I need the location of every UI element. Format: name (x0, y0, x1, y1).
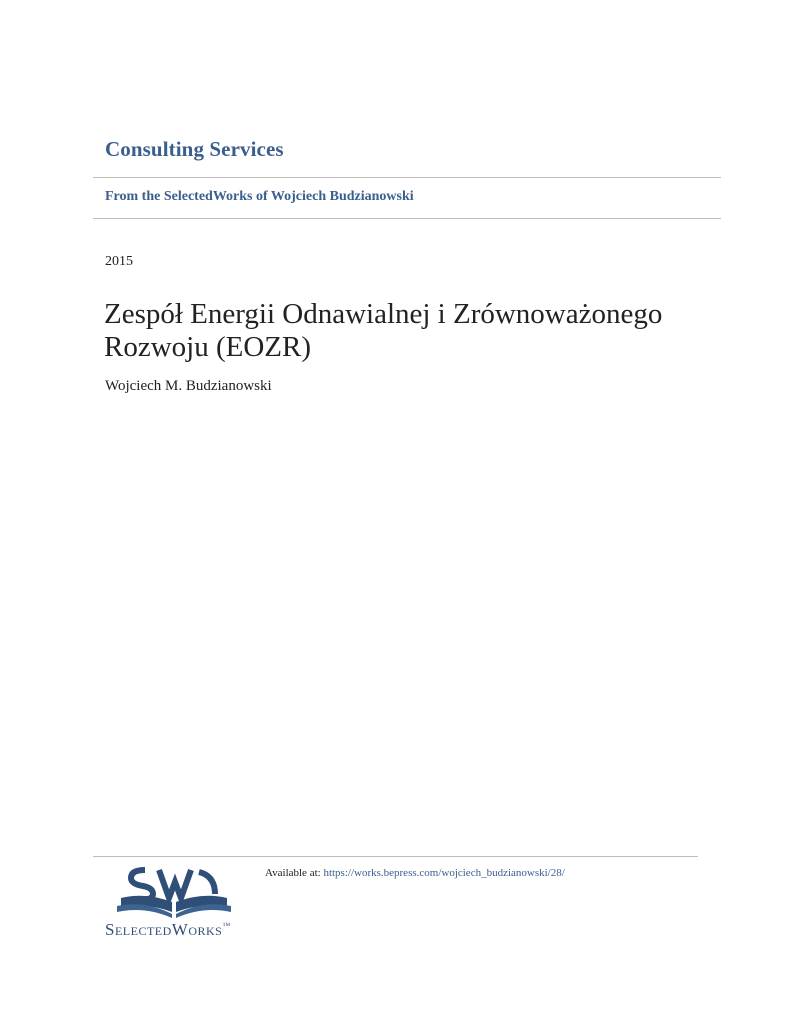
header-divider-bottom (93, 218, 721, 219)
open-book-sw-logo-icon (115, 864, 233, 918)
document-author: Wojciech M. Budzianowski (105, 378, 272, 394)
brand-wordmark (105, 920, 231, 940)
brand-name: SelectedWorks (105, 920, 223, 939)
source-line[interactable]: From the SelectedWorks of Wojciech Budzianowski (105, 189, 414, 204)
series-title[interactable]: Consulting Services (105, 137, 284, 161)
trademark-symbol: ™ (222, 921, 231, 930)
available-at-line (265, 867, 565, 879)
footer-divider (93, 856, 698, 857)
publication-year: 2015 (105, 254, 133, 269)
header-divider-top (93, 177, 721, 178)
work-url-link[interactable]: https://works.bepress.com/wojciech_budzianowski/28/ (323, 867, 565, 879)
document-title: Zespół Energii Odnawialnej i Zrównoważonego Rozwoju (EOZR) (104, 298, 663, 363)
available-label: Available at: (265, 867, 321, 879)
